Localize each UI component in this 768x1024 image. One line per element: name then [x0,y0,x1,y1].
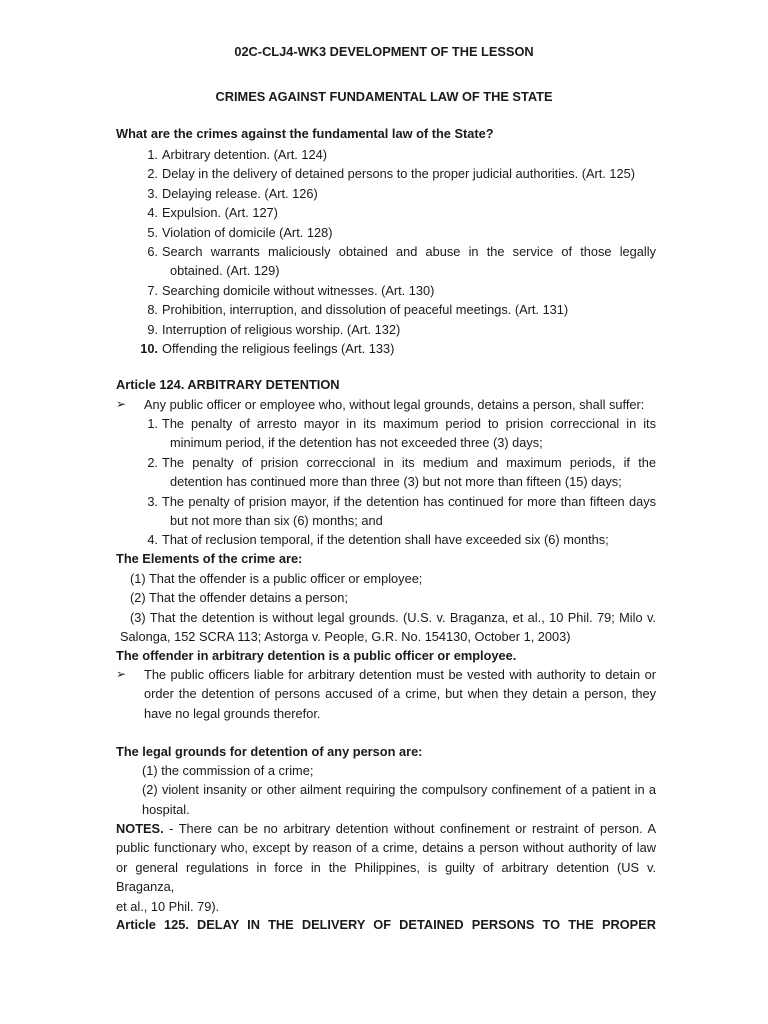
list-item [116,414,656,453]
arrowhead-bullet-icon: ➢ [116,397,127,411]
element-item-continuation: Salonga, 152 SCRA 113; Astorga v. People, G.R. No. 154130, October 1, 2003) [120,629,571,645]
list-item-number: 1. [147,147,158,162]
notes-label: NOTES. [116,821,164,836]
crimes-list [116,145,656,358]
list-item-number: 4. [147,532,158,548]
list-item [116,164,656,183]
list-item [116,453,656,492]
offender-bullet: ➢ The public officers liable for arbitrary detention must be vested with authority to detain or order the detention of persons accused of a crime, but when they detain a person, they have no legal grounds therefor. [116,665,656,723]
list-item [116,281,656,300]
list-item [116,145,656,164]
art125-heading: Article 125. DELAY IN THE DELIVERY OF DETAINED PERSONS TO THE PROPER [116,917,656,932]
element-item: (1) That the offender is a public officer or employee; [130,571,423,586]
list-item-number: 3. [147,493,158,509]
ground-item-continuation: hospital. [142,801,190,817]
list-item-text: The penalty of prision correccional in its medium and maximum periods, if the [162,454,656,470]
elements-list [116,569,656,647]
list-item-text: Delaying release. (Art. 126) [162,185,318,201]
list-item-text: Search warrants maliciously obtained and abuse in the service of those legally [162,244,656,260]
notes-line: or general regulations in force in the Philippines, is guilty of arbitrary detention (US v. Braganza, [116,859,656,895]
ground-item: (2) violent insanity or other ailment requiring the compulsory confinement of a patient in a [142,782,656,798]
document-main-title: CRIMES AGAINST FUNDAMENTAL LAW OF THE STATE [215,89,553,104]
list-item-text: Arbitrary detention. (Art. 124) [162,147,328,162]
list-item [116,300,656,319]
penalties-list [116,414,656,550]
list-item-number: 7. [147,282,158,298]
list-item-text: Delay in the delivery of detained persons to the proper judicial authorities. (Art. 125) [162,166,636,182]
list-item-text: That of reclusion temporal, if the detention shall have exceeded six (6) months; [162,532,609,548]
list-item-text-continuation: detention has continued more than three (3) but not more than fifteen (15) days; [170,474,622,490]
element-item: (2) That the offender detains a person; [130,590,348,606]
list-item-text: Searching domicile without witnesses. (Art. 130) [162,282,435,298]
notes-line: - There can be no arbitrary detention without confinement or restraint of person. A [163,821,656,836]
notes-line: et al., 10 Phil. 79). [116,898,220,914]
list-item-number: 1. [147,416,158,431]
grounds-list [116,761,656,819]
list-item [116,184,656,203]
list-item-text: Interruption of religious worship. (Art. 132) [162,321,401,337]
notes-line: public functionary who, except by reason of a crime, detains a person without authority of law [116,840,656,856]
list-item-text: Offending the religious feelings (Art. 133) [162,341,395,357]
list-item-number: 5. [147,224,158,240]
list-item-number: 10. [140,341,158,357]
art124-heading: Article 124. ARBITRARY DETENTION [116,377,340,392]
list-item [116,223,656,242]
list-item [116,242,656,281]
list-item [116,492,656,531]
list-item [116,203,656,222]
grounds-heading: The legal grounds for detention of any person are: [116,744,423,759]
arrowhead-bullet-icon: ➢ [116,667,127,681]
ground-item: (1) the commission of a crime; [142,763,314,778]
list-item [116,339,656,358]
list-item-number: 8. [147,302,158,318]
list-item-text-continuation: minimum period, if the detention has not exceeded three (3) days; [170,435,543,451]
art124-bullet: ➢ Any public officer or employee who, without legal grounds, detains a person, shall suffer: [116,395,656,414]
list-item-text: Expulsion. (Art. 127) [162,205,278,221]
list-item-text-continuation: but not more than six (6) months; and [170,513,383,529]
list-item [116,530,656,549]
list-item-text: Violation of domicile (Art. 128) [162,224,333,240]
element-item: (3) That the detention is without legal grounds. (U.S. v. Braganza, et al., 10 Phil. 79; Milo v. [130,609,656,625]
crimes-question: What are the crimes against the fundamental law of the State? [116,126,494,141]
offender-heading: The offender in arbitrary detention is a public officer or employee. [116,648,517,663]
list-item-text: The penalty of arresto mayor in its maximum period to prision correccional in its [162,416,656,431]
document-code-title: 02C-CLJ4-WK3 DEVELOPMENT OF THE LESSON [234,44,534,59]
list-item-number: 2. [147,166,158,182]
list-item-number: 4. [147,205,158,221]
list-item-text-continuation: obtained. (Art. 129) [170,263,280,279]
list-item [116,320,656,339]
list-item-number: 9. [147,321,158,337]
list-item-text: The penalty of prision mayor, if the detention has continued for more than fifteen days [162,493,656,509]
elements-heading: The Elements of the crime are: [116,551,303,566]
list-item-number: 6. [147,244,158,260]
list-item-text: Prohibition, interruption, and dissolution of peaceful meetings. (Art. 131) [162,302,569,318]
list-item-number: 2. [147,454,158,470]
notes-paragraph [116,819,656,916]
list-item-number: 3. [147,185,158,201]
